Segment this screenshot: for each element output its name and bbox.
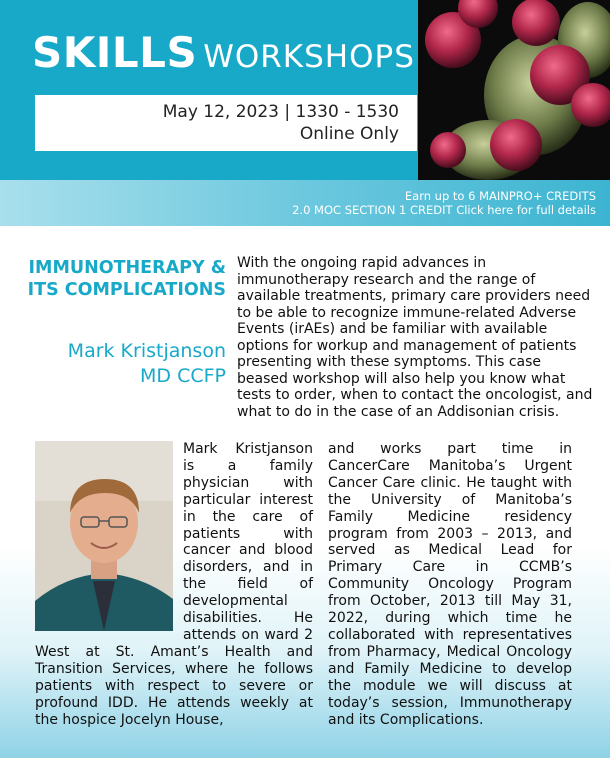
session-description: With the ongoing rapid advances in immunotherapy research and the range of available treatments, primary care providers need to be able to recognize immune-related Adverse Events (irAEs) and be familiar with available options for workup and management of patients presenting with these symptoms. This case beased workshop will also help you know what tests to order, when to contact the oncologist, and what to do in the case of an Addisonian crisis. [237, 255, 593, 420]
mainpro-credits: Earn up to 6 MAINPRO+ CREDITS [404, 189, 596, 203]
page-title [32, 28, 415, 77]
event-format: Online Only [299, 124, 399, 144]
title-workshops: WORKSHOPS [203, 39, 415, 75]
credits-text [292, 189, 596, 217]
bio-text-2: and works part time in CancerCare Manitoba’s Urgent Cancer Care clinic. He taught with the University of Manitoba’s Family Medicine residency program from 2003 – 2013, and served as Medical Lead for Primary Care in CCMB’s Community Oncology Program from October, 2013 till May 31, 2022, during which time he collaborated with representatives from Pharmacy, Medical Oncology and Family Medicine to develop the module we will discuss at today’s session, Immunotherapy and its Complications. [328, 441, 572, 728]
bio-text-1: Mark Kristjanson is a family physician with particular interest in the care of patients with cancer and blood disorders, and in the field of developmental disabilities. He attends on ward 2 West at St. Amant’s Health and Transition Services, where he follows patients with respect to severe or profound IDD. He attends weekly at the hospice Jocelyn House, [35, 441, 313, 728]
bio-column-2 [328, 441, 572, 728]
cells-image [418, 0, 610, 180]
header-banner [0, 0, 610, 180]
presenter-photo [35, 441, 173, 631]
presenter-credentials: MD CCFP [140, 365, 226, 387]
full-details-link[interactable]: 2.0 MOC SECTION 1 CREDIT Click here for full details [292, 203, 596, 217]
session-title: IMMUNOTHERAPY & ITS COMPLICATIONS [27, 258, 226, 300]
bio-column-1 [35, 441, 313, 728]
presenter-name: Mark Kristjanson [67, 340, 226, 362]
title-skills: SKILLS [32, 28, 198, 77]
date-box [35, 95, 417, 151]
credits-band [0, 180, 610, 226]
event-date: May 12, 2023 | 1330 - 1530 [162, 102, 399, 122]
presenter-block [20, 339, 226, 389]
